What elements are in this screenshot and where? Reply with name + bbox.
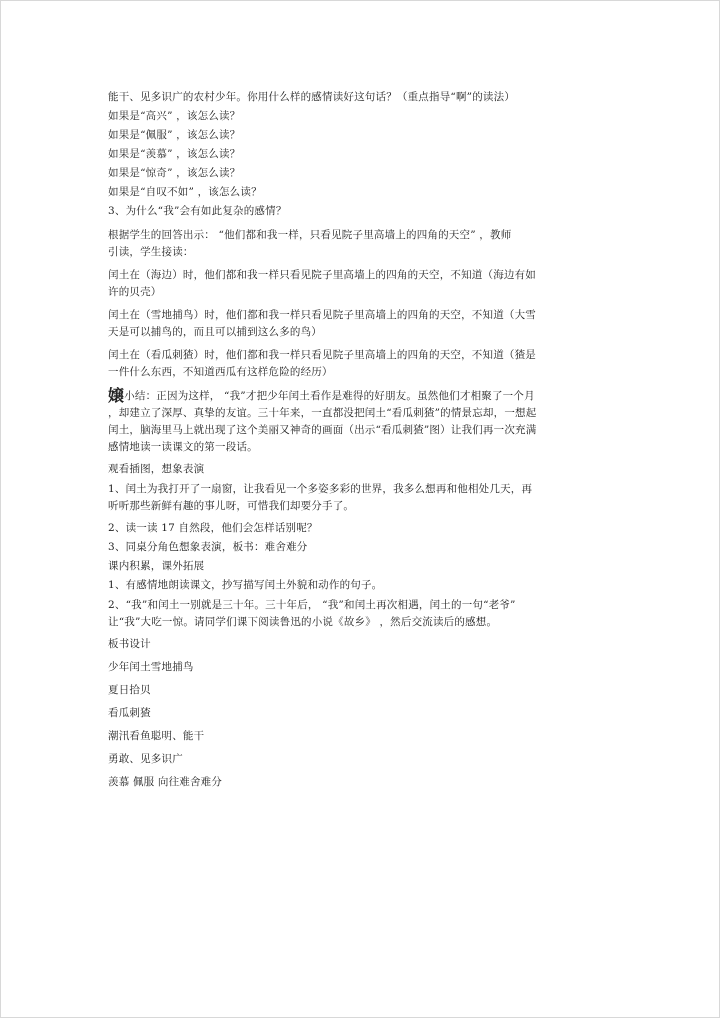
text-line: 引读，学生接读： bbox=[108, 246, 194, 258]
text-line: 2、读一读 17 自然段，他们会怎样话别呢？ bbox=[108, 522, 318, 534]
paragraph-hometown bbox=[108, 597, 578, 631]
paragraph-bird-catching bbox=[108, 307, 578, 341]
paragraph-window bbox=[108, 481, 578, 515]
text-line: 天是可以捕鸟的，而且可以捕到这么多的鸟） bbox=[108, 326, 322, 338]
text-line: 小结：正因为这样， “我”才把少年闰土看作是难得的好朋友。虽然他们才相聚了一个月 bbox=[124, 390, 535, 402]
board-line: 潮汛看鱼聪明、能干 bbox=[108, 730, 205, 742]
text-line: 如果是“佩服” ，该怎么读？ bbox=[108, 129, 241, 141]
text-line: 如果是“惊奇” ，该怎么读？ bbox=[108, 167, 241, 179]
paragraph-prompt bbox=[108, 227, 578, 261]
text-line: 如果是“高兴” ，该怎么读？ bbox=[108, 110, 241, 122]
text-line: 让“我”大吃一惊。请同学们课下阅读鲁迅的小说《故乡》 ，然后交流读后的感想。 bbox=[108, 616, 498, 628]
paragraph-seaside bbox=[108, 267, 578, 301]
text-line: 感情地读一读课文的第一段话。 bbox=[108, 441, 258, 453]
text-line: 如果是“自叹不如” ，该怎么读？ bbox=[108, 186, 262, 198]
board-line: 看瓜刺猹 bbox=[108, 707, 151, 719]
text-line: ，却建立了深厚、真挚的友谊。三十年来，一直都没把闰土“看瓜刺猹”的情景忘却，一想起 bbox=[108, 407, 537, 419]
paragraph-summary bbox=[108, 387, 578, 456]
board-line: 夏日拾贝 bbox=[108, 684, 151, 696]
text-line: 闰土在（看瓜刺猹）时，他们都和我一样只看见院子里高墙上的四角的天空，不知道（猹是 bbox=[108, 349, 536, 361]
board-line: 少年闰土雪地捕鸟 bbox=[108, 661, 194, 673]
board-line: 勇敢、见多识广 bbox=[108, 753, 183, 765]
large-glyph: 嬢 bbox=[108, 386, 125, 405]
text-line: 闰土，脑海里马上就出现了这个美丽又神奇的画面（出示“看瓜刺猹”图）让我们再一次充满 bbox=[108, 424, 537, 436]
text-line: 如果是“羡慕” ，该怎么读？ bbox=[108, 148, 241, 160]
section-heading: 观看插图，想象表演 bbox=[108, 463, 205, 475]
text-line: 听听那些新鲜有趣的事儿呀，可惜我们却要分手了。 bbox=[108, 500, 355, 512]
text-line: 2、“我”和闰土一别就是三十年。三十年后， “我”和闰土再次相遇，闰土的一句“老爷” bbox=[108, 599, 516, 611]
text-line: 闰土在（雪地捕鸟）时，他们都和我一样只看见院子里高墙上的四角的天空，不知道（大雪 bbox=[108, 309, 536, 321]
text-line: 1、有感情地朗读课文，抄写描写闰土外貌和动作的句子。 bbox=[108, 579, 383, 591]
text-line: 根据学生的回答出示： “他们都和我一样，只看见院子里高墙上的四角的天空” ，教师 bbox=[108, 229, 512, 241]
document-body bbox=[108, 88, 578, 792]
text-line: 许的贝壳） bbox=[108, 286, 162, 298]
section-question: 3、为什么“我”会有如此复杂的感情？ bbox=[108, 205, 287, 217]
text-line: 闰土在（海边）时，他们都和我一样只看见院子里高墙上的四角的天空，不知道（海边有如 bbox=[108, 269, 536, 281]
text-line: 一件什么东西，不知道西瓜有这样危险的经历） bbox=[108, 366, 333, 378]
paragraph-melon-guarding bbox=[108, 347, 578, 381]
text-line: 3、同桌分角色想象表演，板书：难舍难分 bbox=[108, 541, 308, 553]
section-heading: 课内积累，课外拓展 bbox=[108, 560, 205, 572]
text-line: 能干、见多识广的农村少年。你用什么样的感情读好这句话？（重点指导“啊”的读法） bbox=[108, 91, 516, 103]
text-line: 1、闰土为我打开了一扇窗，让我看见一个多姿多彩的世界，我多么想再和他相处几天，再 bbox=[108, 483, 533, 495]
section-heading: 板书设计 bbox=[108, 638, 151, 650]
board-line: 羡慕 佩服 向往难舍难分 bbox=[108, 776, 223, 788]
